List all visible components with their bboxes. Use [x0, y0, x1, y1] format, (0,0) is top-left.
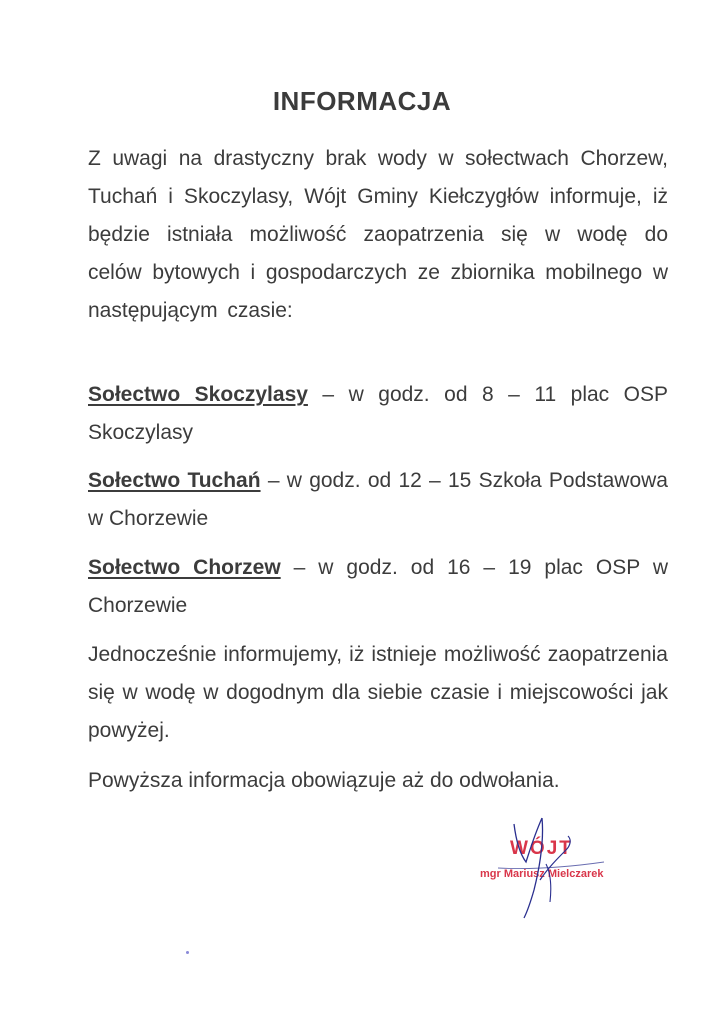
entry-details: – w godz. od 8 – 11 plac OSP Skoczylasy — [88, 383, 669, 444]
entry-name: Sołectwo Skoczylasy — [88, 383, 308, 406]
intro-paragraph: Z uwagi na drastyczny brak wody w sołectwach Chorzew, Tuchań i Skoczylasy, Wójt Gminy Kiełczygłów informuje, iż będzie istniała możliwość zaopatrzenia się w wodę do celów bytowych i gospodarczych ze zbiornika mobilnego w następującym czasie: — [88, 147, 668, 322]
stamp-title: WÓJT — [510, 838, 573, 859]
entry-name: Sołectwo Chorzew — [88, 556, 281, 579]
closing-paragraph: Powyższa informacja obowiązuje aż do odwołania. — [88, 769, 560, 792]
signature-stamp — [476, 810, 626, 920]
entry-details: – w godz. od 16 – 19 plac OSP w Chorzewie — [88, 556, 668, 617]
handwritten-signature-icon — [476, 810, 626, 920]
entry-name: Sołectwo Tuchań — [88, 469, 261, 492]
schedule-entry-tuchan — [88, 462, 668, 538]
schedule-entry-chorzew — [88, 549, 668, 625]
stamp-name: mgr Mariusz Mielczarek — [480, 868, 604, 880]
additional-info-paragraph: Jednocześnie informujemy, iż istnieje możliwość zaopatrzenia się w wodę w dogodnym dla siebie czasie i miejscowości jak powyżej. — [88, 643, 668, 742]
document-title: INFORMACJA — [272, 86, 452, 116]
schedule-entry-skoczylasy — [88, 376, 668, 452]
entry-details: – w godz. od 12 – 15 Szkoła Podstawowa w Chorzewie — [88, 469, 668, 530]
scan-speck — [186, 951, 189, 954]
